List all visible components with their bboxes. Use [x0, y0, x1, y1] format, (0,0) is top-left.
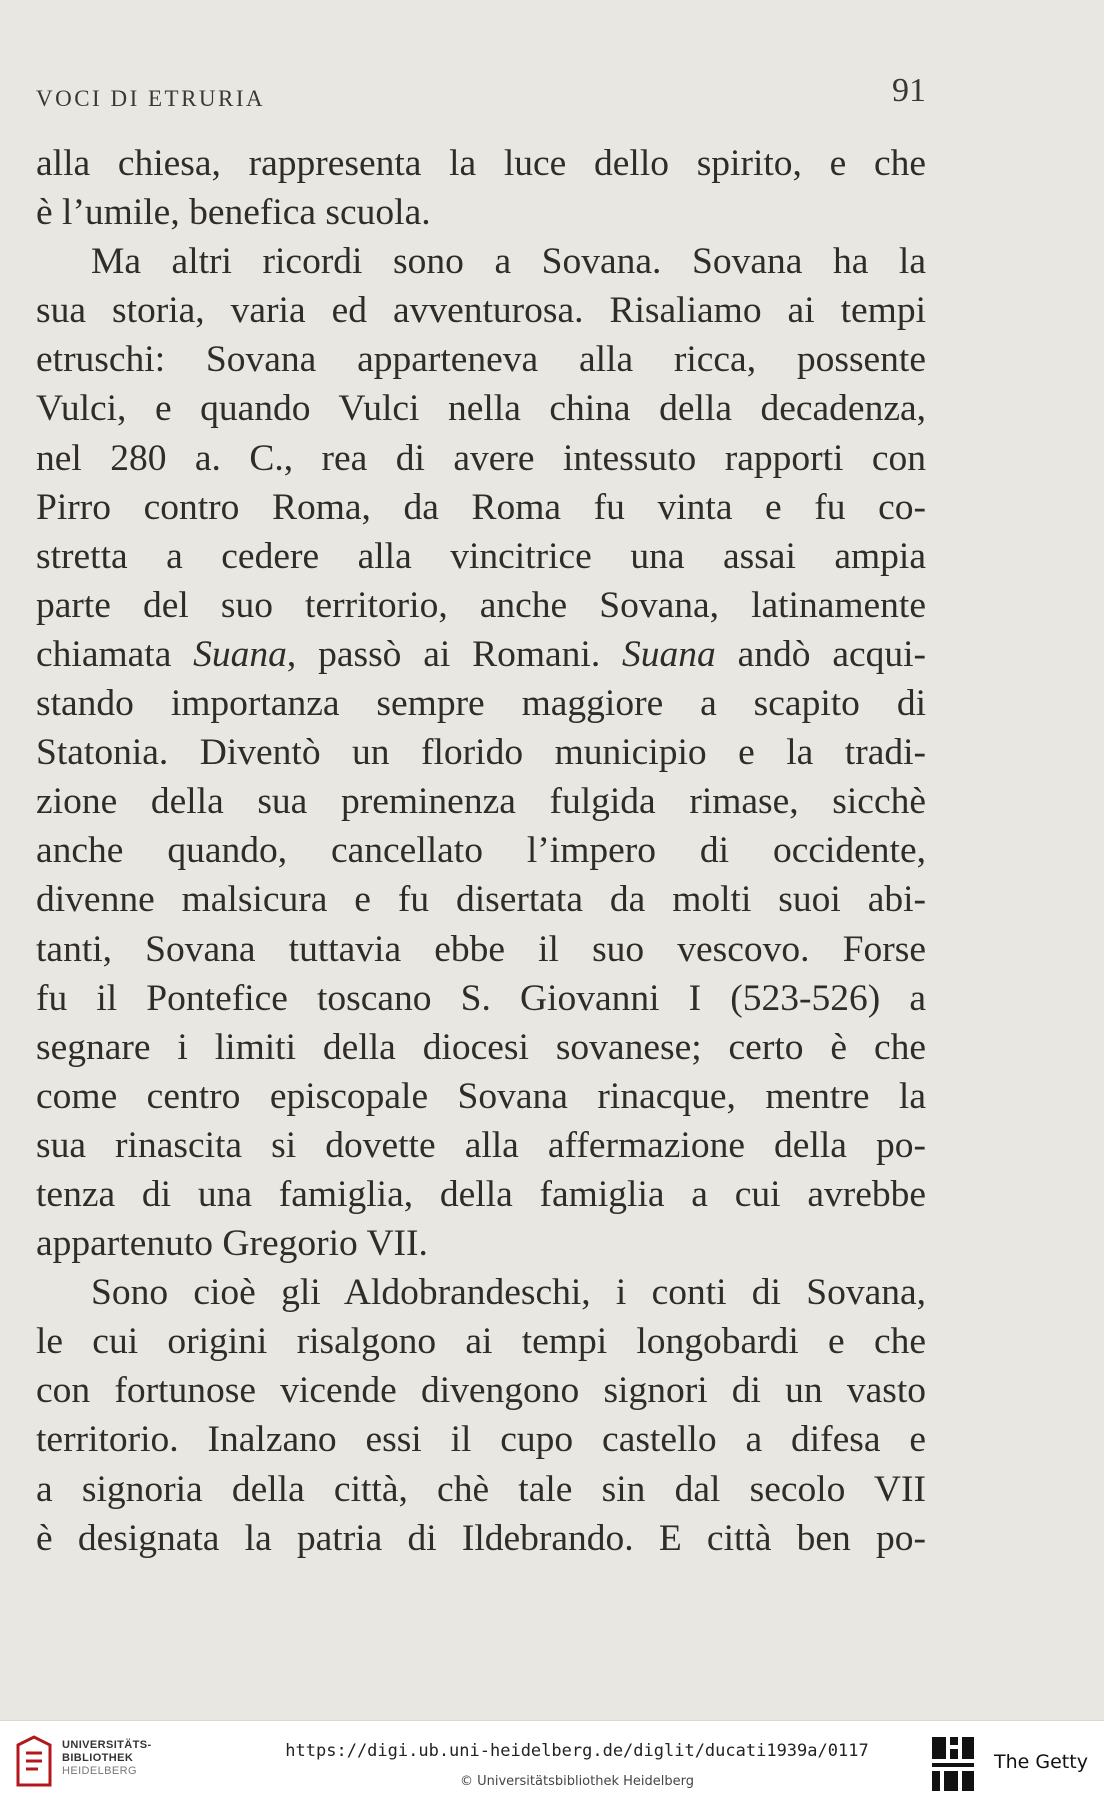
page-number: 91	[892, 72, 926, 109]
text-line-mixed	[36, 630, 926, 679]
text-line: tanti, Sovana tuttavia ebbe il suo vescovo. Forse	[36, 928, 926, 970]
text-line: sua storia, varia ed avventurosa. Risaliamo ai tempi	[36, 290, 926, 332]
getty-name: The Getty	[994, 1751, 1088, 1773]
text-line: con fortunose vicende divengono signori di un vasto	[36, 1370, 926, 1412]
text-line: nel 280 a. C., rea di avere intessuto rapporti con	[36, 437, 926, 479]
text-line: stretta a cedere alla vincitrice una assai ampia	[36, 535, 926, 577]
text-line: stando importanza sempre maggiore a scapito di	[36, 683, 926, 725]
page-header	[36, 72, 926, 122]
body-text	[36, 139, 926, 1563]
text-line: Pirro contro Roma, da Roma fu vinta e fu co-	[36, 486, 926, 528]
library-name-line: UNIVERSITÄTS-	[62, 1739, 152, 1751]
copyright-notice: © Universitätsbibliothek Heidelberg	[459, 1774, 694, 1789]
text-line: è designata la patria di Ildebrando. E città ben po-	[36, 1517, 926, 1559]
text-segment: chiamata	[36, 633, 172, 675]
text-line: a signoria della città, chè tale sin dal secolo VII	[36, 1468, 926, 1510]
text-line: le cui origini risalgono ai tempi longobardi e che	[36, 1321, 926, 1363]
text-line: appartenuto Gregorio VII.	[36, 1223, 428, 1265]
text-line: divenne malsicura e fu disertata da molti suoi abi-	[36, 879, 926, 921]
text-line: Vulci, e quando Vulci nella china della decadenza,	[36, 388, 926, 430]
text-segment: , passò ai Romani.	[286, 633, 601, 675]
text-line: territorio. Inalzano essi il cupo castello a difesa e	[36, 1419, 926, 1461]
text-line: sua rinascita si dovette alla affermazione della po-	[36, 1124, 926, 1166]
library-name-line: BIBLIOTHEK	[62, 1752, 134, 1764]
text-line: tenza di una famiglia, della famiglia a cui avrebbe	[36, 1173, 926, 1215]
permalink-url[interactable]: https://digi.ub.uni-heidelberg.de/diglit/ducati1939a/0117	[285, 1741, 869, 1761]
getty-logo-icon[interactable]	[928, 1733, 978, 1795]
footer-bar	[0, 1720, 1104, 1805]
text-line: etruschi: Sovana apparteneva alla ricca, possente	[36, 339, 926, 381]
text-line: Statonia. Diventò un florido municipio e la tradi-	[36, 732, 926, 774]
italic-term: Suana	[193, 633, 287, 675]
italic-term: Suana	[622, 633, 716, 675]
text-line: parte del suo territorio, anche Sovana, latinamente	[36, 584, 926, 626]
text-line: Sono cioè gli Aldobrandeschi, i conti di Sovana,	[91, 1272, 926, 1314]
text-line: anche quando, cancellato l’impero di occidente,	[36, 830, 926, 872]
running-head: VOCI DI ETRURIA	[36, 86, 266, 111]
text-line: segnare i limiti della diocesi sovanese; certo è che	[36, 1026, 926, 1068]
text-line: è l’umile, benefica scuola.	[36, 192, 431, 234]
text-segment: andò acqui-	[737, 633, 927, 675]
text-line: zione della sua preminenza fulgida rimase, sicchè	[36, 781, 926, 823]
text-line: come centro episcopale Sovana rinacque, mentre la	[36, 1075, 926, 1117]
library-name-line: HEIDELBERG	[62, 1765, 137, 1777]
text-line: alla chiesa, rappresenta la luce dello spirito, e che	[36, 143, 926, 184]
text-line: Ma altri ricordi sono a Sovana. Sovana ha la	[91, 241, 926, 283]
text-line: fu il Pontefice toscano S. Giovanni I (523-526) a	[36, 977, 926, 1019]
